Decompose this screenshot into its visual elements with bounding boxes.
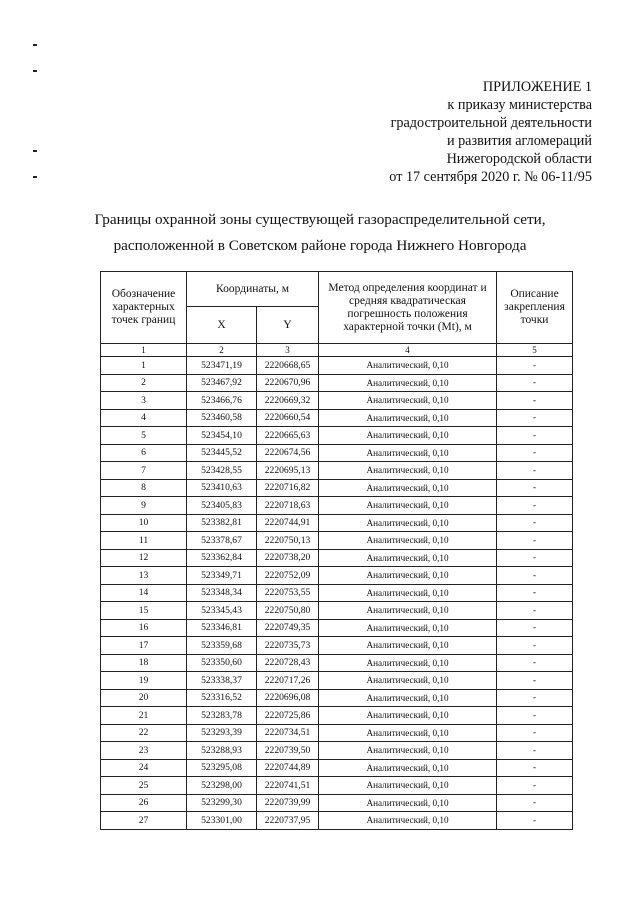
table-row <box>101 619 573 637</box>
cell-method: Аналитический, 0,10 <box>319 672 497 690</box>
cell-description: - <box>497 567 573 585</box>
header-line: градостроительной деятельности <box>390 115 592 131</box>
cell-method: Аналитический, 0,10 <box>319 742 497 760</box>
cell-description: - <box>497 724 573 742</box>
cell-y: 2220738,20 <box>257 549 319 567</box>
table-row <box>101 514 573 532</box>
cell-x: 523295,08 <box>187 759 257 777</box>
cell-y: 2220668,65 <box>257 357 319 375</box>
header-line: и развития агломераций <box>446 133 592 149</box>
table-row <box>101 479 573 497</box>
cell-point-number: 11 <box>101 532 187 550</box>
cell-x: 523283,78 <box>187 707 257 725</box>
cell-description: - <box>497 619 573 637</box>
cell-description: - <box>497 637 573 655</box>
cell-description: - <box>497 444 573 462</box>
header-description: Описание закрепления точки <box>497 272 573 344</box>
cell-x: 523301,00 <box>187 812 257 830</box>
cell-point-number: 5 <box>101 427 187 445</box>
title-line-2: расположенной в Советском районе города Нижнего Новгорода <box>113 237 527 254</box>
table-row <box>101 567 573 585</box>
column-number: 4 <box>319 344 497 357</box>
cell-description: - <box>497 794 573 812</box>
cell-description: - <box>497 532 573 550</box>
cell-y: 2220670,96 <box>257 374 319 392</box>
cell-description: - <box>497 479 573 497</box>
column-number-row <box>101 344 573 357</box>
cell-point-number: 6 <box>101 444 187 462</box>
cell-x: 523445,52 <box>187 444 257 462</box>
cell-method: Аналитический, 0,10 <box>319 462 497 480</box>
cell-x: 523467,92 <box>187 374 257 392</box>
cell-description: - <box>497 777 573 795</box>
cell-point-number: 7 <box>101 462 187 480</box>
cell-point-number: 17 <box>101 637 187 655</box>
cell-description: - <box>497 584 573 602</box>
cell-description: - <box>497 759 573 777</box>
cell-point-number: 19 <box>101 672 187 690</box>
cell-point-number: 21 <box>101 707 187 725</box>
cell-description: - <box>497 427 573 445</box>
cell-point-number: 18 <box>101 654 187 672</box>
cell-description: - <box>497 549 573 567</box>
table-row <box>101 584 573 602</box>
header-line: к приказу министерства <box>447 97 592 113</box>
table-row <box>101 462 573 480</box>
cell-x: 523345,43 <box>187 602 257 620</box>
cell-method: Аналитический, 0,10 <box>319 619 497 637</box>
cell-y: 2220739,99 <box>257 794 319 812</box>
scan-mark <box>33 150 37 152</box>
cell-y: 2220737,95 <box>257 812 319 830</box>
table-row <box>101 794 573 812</box>
cell-point-number: 24 <box>101 759 187 777</box>
table-row <box>101 777 573 795</box>
cell-point-number: 3 <box>101 392 187 410</box>
cell-x: 523288,93 <box>187 742 257 760</box>
cell-method: Аналитический, 0,10 <box>319 374 497 392</box>
cell-description: - <box>497 374 573 392</box>
cell-description: - <box>497 497 573 515</box>
cell-y: 2220660,54 <box>257 409 319 427</box>
cell-point-number: 25 <box>101 777 187 795</box>
scan-mark <box>33 176 37 178</box>
cell-point-number: 22 <box>101 724 187 742</box>
cell-y: 2220744,89 <box>257 759 319 777</box>
cell-method: Аналитический, 0,10 <box>319 777 497 795</box>
cell-point-number: 9 <box>101 497 187 515</box>
table-row <box>101 497 573 515</box>
cell-x: 523349,71 <box>187 567 257 585</box>
cell-point-number: 15 <box>101 602 187 620</box>
cell-y: 2220665,63 <box>257 427 319 445</box>
cell-y: 2220717,26 <box>257 672 319 690</box>
table-row <box>101 724 573 742</box>
table-row <box>101 444 573 462</box>
table-row <box>101 654 573 672</box>
cell-y: 2220674,56 <box>257 444 319 462</box>
cell-x: 523316,52 <box>187 689 257 707</box>
cell-description: - <box>497 602 573 620</box>
cell-point-number: 1 <box>101 357 187 375</box>
cell-point-number: 20 <box>101 689 187 707</box>
cell-x: 523428,55 <box>187 462 257 480</box>
table-row <box>101 602 573 620</box>
cell-method: Аналитический, 0,10 <box>319 497 497 515</box>
cell-method: Аналитический, 0,10 <box>319 357 497 375</box>
cell-point-number: 13 <box>101 567 187 585</box>
cell-y: 2220728,43 <box>257 654 319 672</box>
cell-x: 523350,60 <box>187 654 257 672</box>
cell-x: 523471,19 <box>187 357 257 375</box>
coordinates-table <box>100 271 573 830</box>
table-row <box>101 427 573 445</box>
column-number: 1 <box>101 344 187 357</box>
header-line: от 17 сентября 2020 г. № 06-11/95 <box>389 169 592 185</box>
cell-x: 523382,81 <box>187 514 257 532</box>
header-x: X <box>187 307 257 344</box>
table-row <box>101 742 573 760</box>
cell-method: Аналитический, 0,10 <box>319 567 497 585</box>
cell-point-number: 27 <box>101 812 187 830</box>
table-row <box>101 532 573 550</box>
cell-method: Аналитический, 0,10 <box>319 584 497 602</box>
title-line-1: Границы охранной зоны существующей газораспределительной сети, <box>94 211 546 228</box>
cell-y: 2220750,80 <box>257 602 319 620</box>
cell-y: 2220753,55 <box>257 584 319 602</box>
cell-description: - <box>497 689 573 707</box>
cell-y: 2220734,51 <box>257 724 319 742</box>
header-line: Нижегородской области <box>446 151 592 167</box>
table-row <box>101 409 573 427</box>
cell-x: 523454,10 <box>187 427 257 445</box>
cell-method: Аналитический, 0,10 <box>319 514 497 532</box>
cell-x: 523378,67 <box>187 532 257 550</box>
table-row <box>101 637 573 655</box>
header-method: Метод определения координат и средняя квадратическая погрешность положения характерной точки (Mt), м <box>319 272 497 344</box>
cell-method: Аналитический, 0,10 <box>319 392 497 410</box>
cell-description: - <box>497 707 573 725</box>
table-row <box>101 392 573 410</box>
cell-description: - <box>497 812 573 830</box>
cell-point-number: 26 <box>101 794 187 812</box>
cell-x: 523293,39 <box>187 724 257 742</box>
cell-y: 2220744,91 <box>257 514 319 532</box>
column-number: 3 <box>257 344 319 357</box>
cell-point-number: 16 <box>101 619 187 637</box>
cell-y: 2220725,86 <box>257 707 319 725</box>
cell-y: 2220696,08 <box>257 689 319 707</box>
cell-x: 523405,83 <box>187 497 257 515</box>
table-row <box>101 549 573 567</box>
cell-description: - <box>497 742 573 760</box>
scan-mark <box>33 70 37 72</box>
cell-method: Аналитический, 0,10 <box>319 794 497 812</box>
cell-description: - <box>497 357 573 375</box>
cell-description: - <box>497 672 573 690</box>
table-row <box>101 357 573 375</box>
cell-method: Аналитический, 0,10 <box>319 479 497 497</box>
cell-y: 2220749,35 <box>257 619 319 637</box>
table-row <box>101 812 573 830</box>
table-row <box>101 759 573 777</box>
table-row <box>101 689 573 707</box>
cell-point-number: 10 <box>101 514 187 532</box>
cell-y: 2220739,50 <box>257 742 319 760</box>
cell-method: Аналитический, 0,10 <box>319 549 497 567</box>
header-line: ПРИЛОЖЕНИЕ 1 <box>482 79 592 95</box>
cell-description: - <box>497 409 573 427</box>
cell-method: Аналитический, 0,10 <box>319 689 497 707</box>
table-row <box>101 707 573 725</box>
cell-method: Аналитический, 0,10 <box>319 532 497 550</box>
cell-description: - <box>497 514 573 532</box>
cell-x: 523460,58 <box>187 409 257 427</box>
cell-description: - <box>497 654 573 672</box>
cell-x: 523466,76 <box>187 392 257 410</box>
cell-method: Аналитический, 0,10 <box>319 637 497 655</box>
cell-method: Аналитический, 0,10 <box>319 444 497 462</box>
cell-y: 2220669,32 <box>257 392 319 410</box>
cell-description: - <box>497 392 573 410</box>
cell-method: Аналитический, 0,10 <box>319 724 497 742</box>
cell-y: 2220752,09 <box>257 567 319 585</box>
cell-point-number: 14 <box>101 584 187 602</box>
cell-method: Аналитический, 0,10 <box>319 812 497 830</box>
header-coordinates: Координаты, м <box>187 272 319 307</box>
cell-point-number: 23 <box>101 742 187 760</box>
cell-x: 523338,37 <box>187 672 257 690</box>
cell-method: Аналитический, 0,10 <box>319 654 497 672</box>
document-title <box>0 207 640 259</box>
cell-x: 523359,68 <box>187 637 257 655</box>
cell-y: 2220695,13 <box>257 462 319 480</box>
cell-x: 523362,84 <box>187 549 257 567</box>
appendix-header <box>262 78 592 186</box>
table-row <box>101 672 573 690</box>
column-number: 2 <box>187 344 257 357</box>
cell-method: Аналитический, 0,10 <box>319 602 497 620</box>
cell-x: 523298,00 <box>187 777 257 795</box>
cell-point-number: 8 <box>101 479 187 497</box>
cell-point-number: 12 <box>101 549 187 567</box>
cell-point-number: 4 <box>101 409 187 427</box>
cell-x: 523348,34 <box>187 584 257 602</box>
cell-y: 2220750,13 <box>257 532 319 550</box>
header-point-id: Обозначение характерных точек границ <box>101 272 187 344</box>
cell-x: 523410,63 <box>187 479 257 497</box>
cell-x: 523299,30 <box>187 794 257 812</box>
cell-method: Аналитический, 0,10 <box>319 759 497 777</box>
scan-mark <box>33 44 37 46</box>
table-row <box>101 374 573 392</box>
cell-method: Аналитический, 0,10 <box>319 409 497 427</box>
cell-x: 523346,81 <box>187 619 257 637</box>
cell-method: Аналитический, 0,10 <box>319 427 497 445</box>
cell-description: - <box>497 462 573 480</box>
cell-y: 2220735,73 <box>257 637 319 655</box>
cell-y: 2220741,51 <box>257 777 319 795</box>
column-number: 5 <box>497 344 573 357</box>
cell-y: 2220718,63 <box>257 497 319 515</box>
cell-method: Аналитический, 0,10 <box>319 707 497 725</box>
header-y: Y <box>257 307 319 344</box>
cell-y: 2220716,82 <box>257 479 319 497</box>
cell-point-number: 2 <box>101 374 187 392</box>
